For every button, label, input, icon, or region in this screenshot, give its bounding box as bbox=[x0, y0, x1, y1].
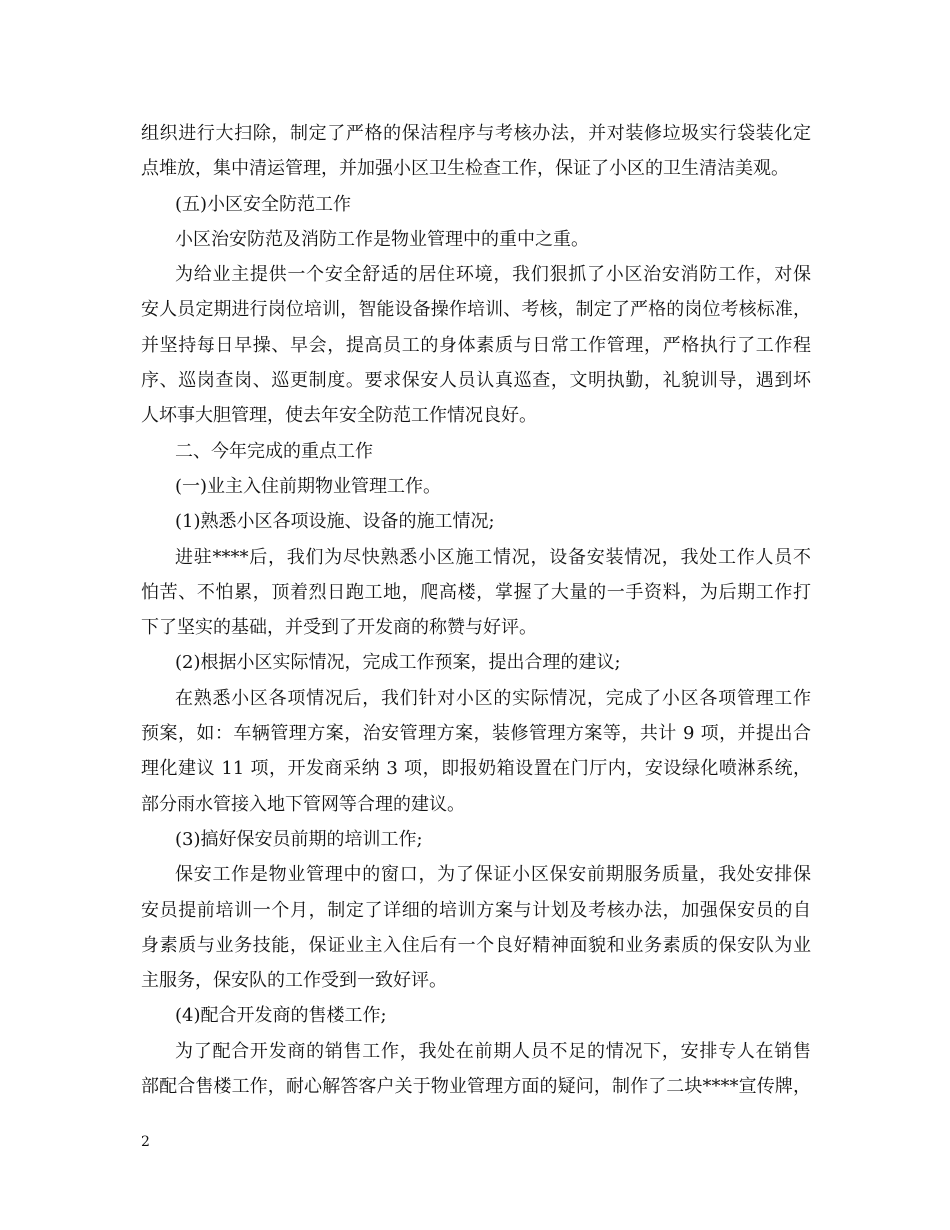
text-line: 组织进行大扫除，制定了严格的保洁程序与考核办法，并对装修垃圾实行袋装化定 bbox=[141, 123, 811, 144]
text-line: 人坏事大胆管理，使去年安全防范工作情况良好。 bbox=[141, 405, 537, 427]
text-line: 序、巡岗查岗、巡更制度。要求保安人员认真巡查，文明执勤，礼貌训导，遇到坏 bbox=[141, 370, 811, 392]
text-line: 预案，如：车辆管理方案，治安管理方案，装修管理方案等，共计 9 项，并提出合 bbox=[141, 723, 811, 745]
document-body bbox=[141, 116, 811, 1104]
text-line: 安员提前培训一个月，制定了详细的培训方案与计划及考核办法，加强保安员的自 bbox=[141, 899, 811, 921]
text-line: 身素质与业务技能，保证业主入住后有一个良好精神面貌和业务素质的保安队为业 bbox=[141, 934, 811, 956]
text-line: (4)配合开发商的售楼工作; bbox=[175, 1005, 387, 1027]
text-line: (一)业主入住前期物业管理工作。 bbox=[175, 475, 442, 497]
text-line: 点堆放，集中清运管理，并加强小区卫生检查工作，保证了小区的卫生清洁美观。 bbox=[141, 158, 789, 180]
text-line: (2)根据小区实际情况，完成工作预案，提出合理的建议; bbox=[175, 652, 621, 674]
text-line: 部分雨水管接入地下管网等合理的建议。 bbox=[141, 793, 465, 815]
text-line: 二、今年完成的重点工作 bbox=[175, 440, 373, 462]
text-line: 主服务，保安队的工作受到一致好评。 bbox=[141, 970, 447, 992]
text-line: 怕苦、不怕累，顶着烈日跑工地，爬高楼，掌握了大量的一手资料，为后期工作打 bbox=[141, 581, 811, 603]
text-line: 小区治安防范及消防工作是物业管理中的重中之重。 bbox=[175, 228, 589, 250]
text-line: 保安工作是物业管理中的窗口，为了保证小区保安前期服务质量，我处安排保 bbox=[175, 864, 811, 886]
text-line: (五)小区安全防范工作 bbox=[175, 193, 352, 215]
text-line: 下了坚实的基础，并受到了开发商的称赞与好评。 bbox=[141, 617, 537, 639]
text-line: (3)搞好保安员前期的培训工作; bbox=[175, 828, 423, 850]
text-line: 为给业主提供一个安全舒适的居住环境，我们狠抓了小区治安消防工作，对保 bbox=[175, 264, 811, 286]
text-line: 安人员定期进行岗位培训，智能设备操作培训、考核，制定了严格的岗位考核标准， bbox=[141, 299, 811, 321]
text-line: (1)熟悉小区各项设施、设备的施工情况; bbox=[175, 511, 495, 533]
text-line: 为了配合开发商的销售工作，我处在前期人员不足的情况下，安排专人在销售 bbox=[175, 1040, 811, 1062]
text-line: 在熟悉小区各项情况后，我们针对小区的实际情况，完成了小区各项管理工作 bbox=[175, 687, 811, 709]
page-number: 2 bbox=[141, 1134, 150, 1150]
text-line: 并坚持每日早操、早会，提高员工的身体素质与日常工作管理，严格执行了工作程 bbox=[141, 334, 811, 356]
text-line: 部配合售楼工作，耐心解答客户关于物业管理方面的疑问，制作了二块****宣传牌， bbox=[141, 1076, 811, 1098]
text-line: 进驻****后，我们为尽快熟悉小区施工情况，设备安装情况，我处工作人员不 bbox=[175, 546, 811, 568]
text-line: 理化建议 11 项，开发商采纳 3 项，即报奶箱设置在门厅内，安设绿化喷淋系统， bbox=[141, 758, 811, 780]
